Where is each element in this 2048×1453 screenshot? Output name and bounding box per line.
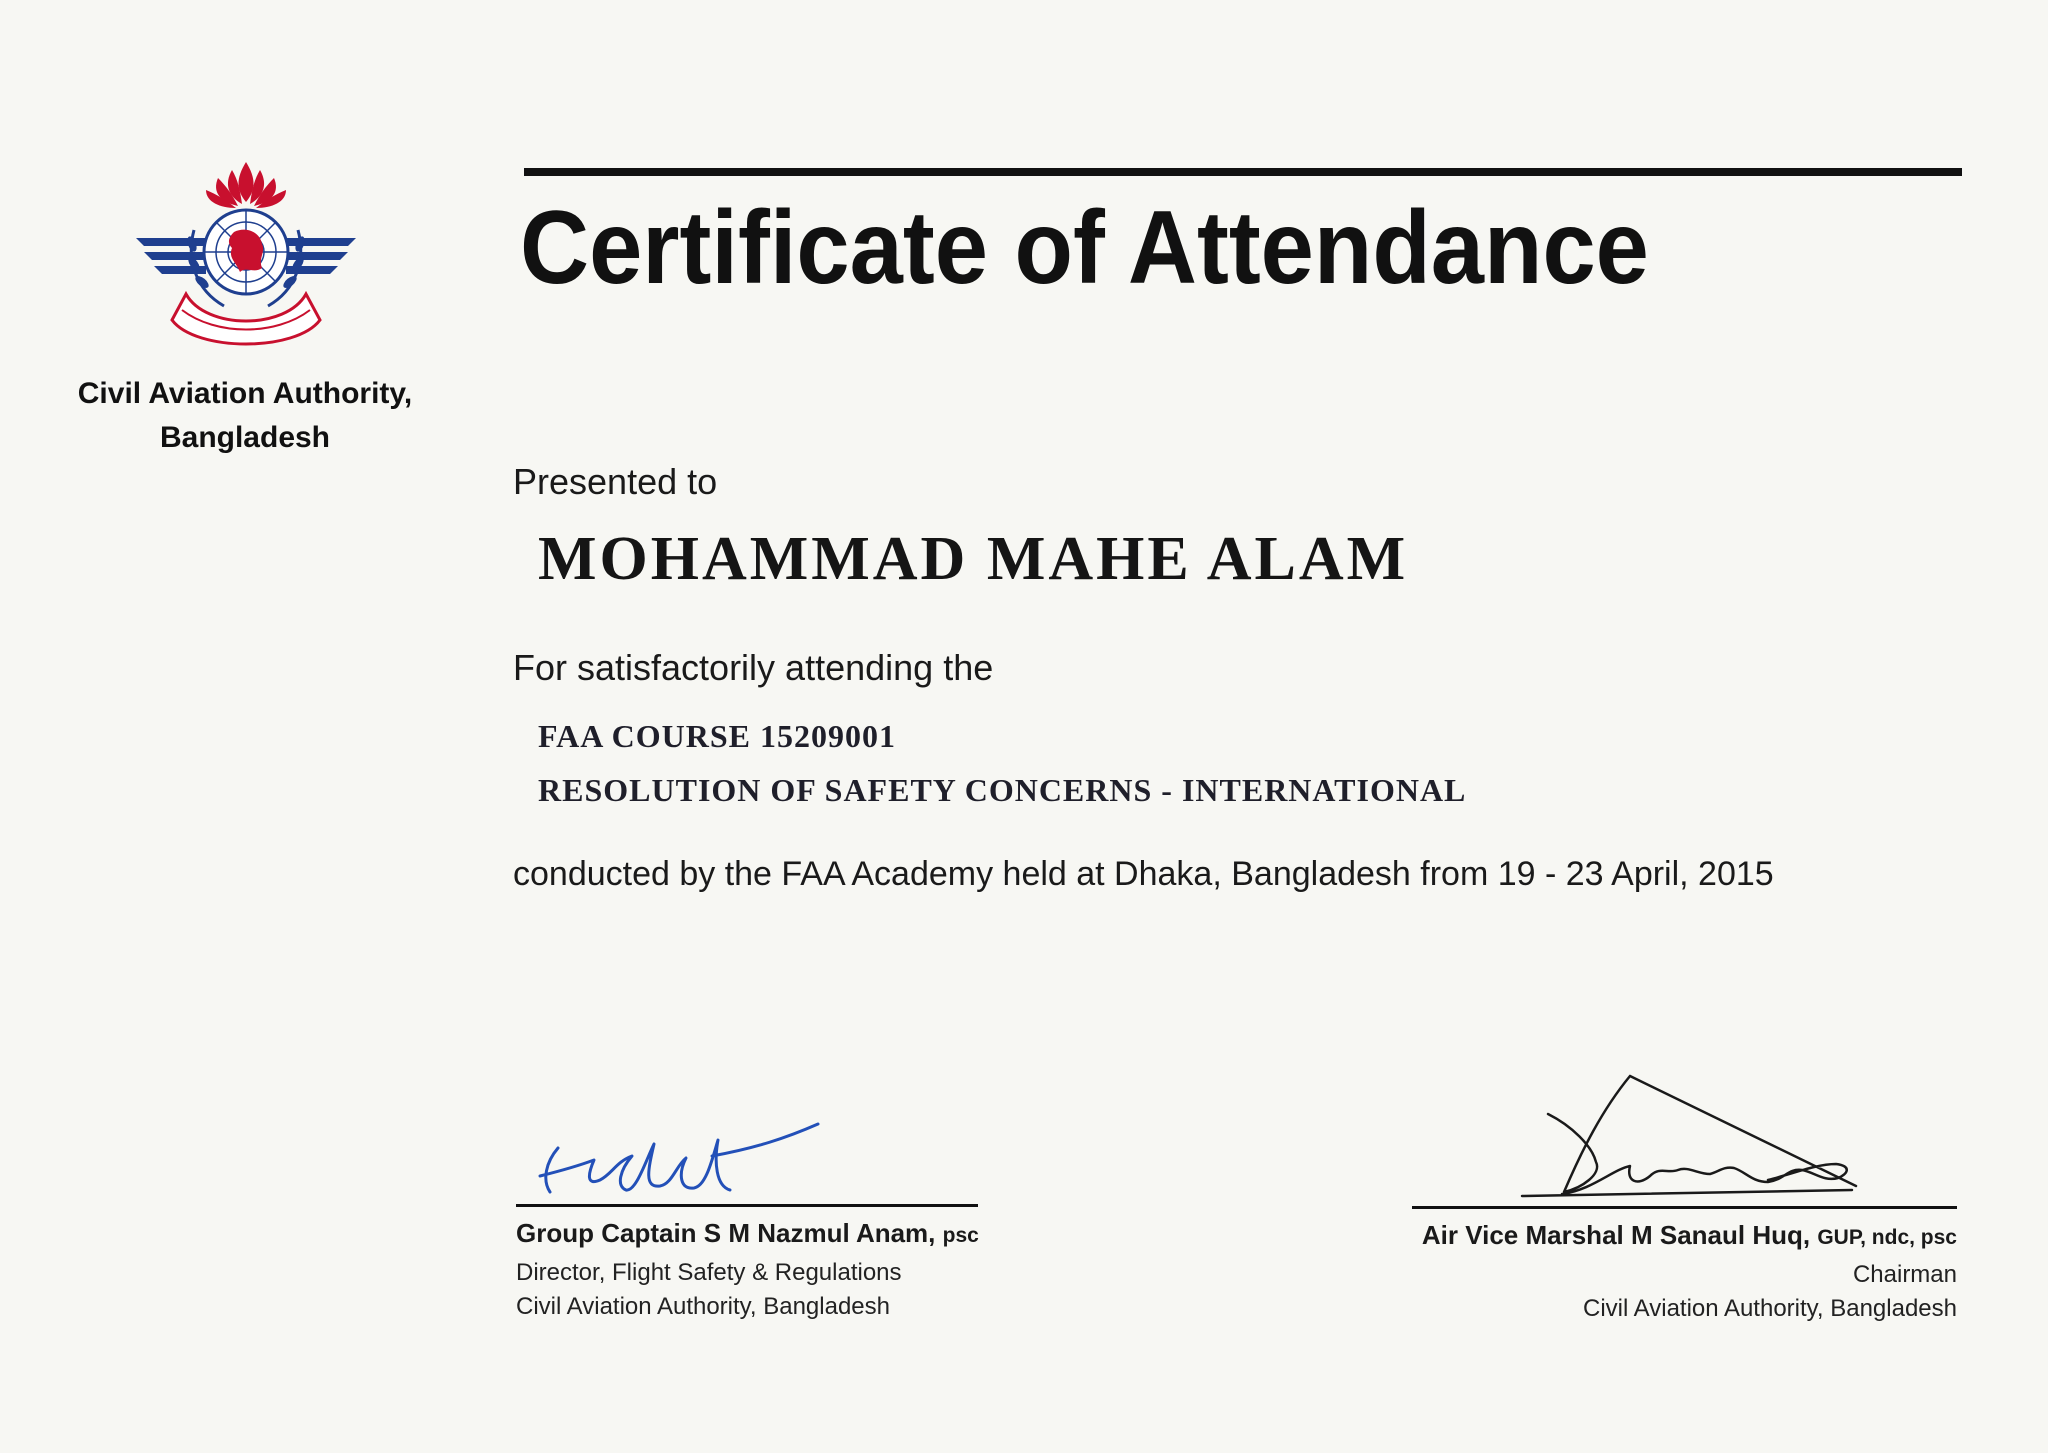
signatory-left-suffix: psc	[942, 1224, 979, 1247]
certificate-title: Certificate of Attendance	[520, 190, 1649, 306]
caab-logo-icon	[136, 160, 356, 360]
signatory-right-title: Chairman	[1852, 1261, 1957, 1288]
presented-label: Presented to	[513, 461, 718, 502]
title-rule	[524, 168, 1962, 176]
course-code: FAA COURSE 15209001	[538, 718, 896, 754]
signature-left-icon	[516, 1100, 876, 1204]
signatory-left-title: Director, Flight Safety & Regulations	[516, 1259, 902, 1286]
course-title: RESOLUTION OF SAFETY CONCERNS - INTERNATIONAL	[538, 772, 1467, 808]
signature-right-icon	[1412, 1070, 1957, 1206]
organization-name-line2: Bangladesh	[159, 421, 331, 454]
signatory-left-org: Civil Aviation Authority, Bangladesh	[516, 1293, 891, 1320]
signature-block-right	[1412, 1070, 1957, 1326]
recipient-name: MOHAMMAD MAHE ALAM	[538, 525, 1409, 593]
signatory-right-suffix: GUP, ndc, psc	[1817, 1226, 1957, 1249]
signatory-left-name-text: Group Captain S M Nazmul Anam,	[516, 1218, 936, 1248]
attending-label: For satisfactorily attending the	[513, 647, 994, 688]
signatory-right-name-text: Air Vice Marshal M Sanaul Huq,	[1421, 1220, 1811, 1250]
organization-name-line1: Civil Aviation Authority,	[77, 377, 413, 410]
conducted-text: conducted by the FAA Academy held at Dhaka, Bangladesh from 19 - 23 April, 2015	[513, 855, 1774, 893]
signature-line-left	[516, 1204, 978, 1207]
signature-block-left	[516, 1100, 978, 1324]
organization-name	[40, 372, 450, 460]
signatory-left-name	[516, 1213, 978, 1256]
signatory-right-org: Civil Aviation Authority, Bangladesh	[1582, 1295, 1957, 1322]
signatory-right-name	[1412, 1215, 1957, 1258]
signature-line-right	[1412, 1206, 1957, 1209]
